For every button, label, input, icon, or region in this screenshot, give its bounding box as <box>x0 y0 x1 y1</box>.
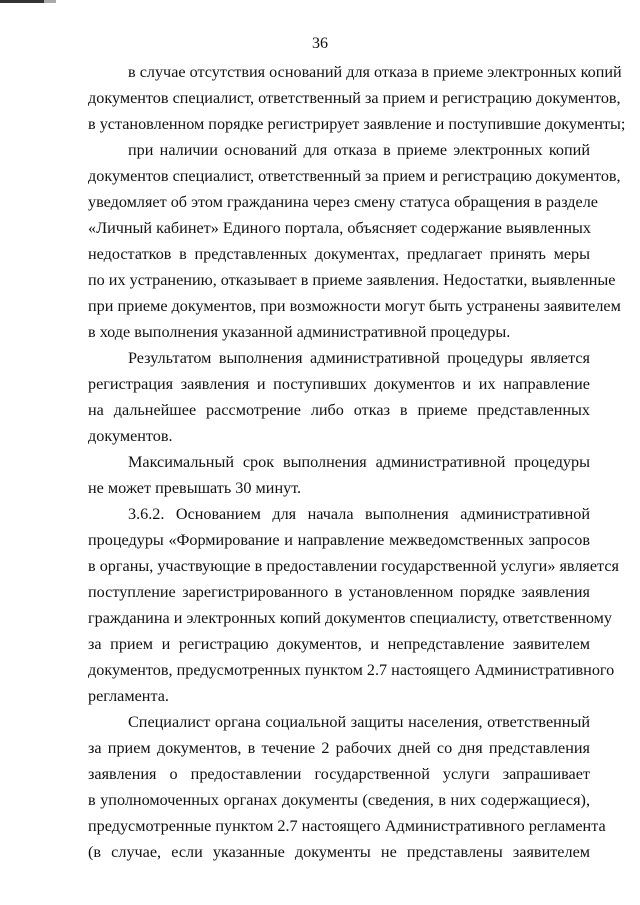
text-line: в уполномоченных органах документы (сведения, в них содержащиеся), <box>88 791 590 809</box>
text-line: при наличии оснований для отказа в приеме электронных копий <box>128 141 590 159</box>
text-line: не может превышать 30 минут. <box>88 479 302 497</box>
scan-edge-mark <box>0 0 44 3</box>
text-line: процедуры «Формирование и направление межведомственных запросов <box>88 531 590 549</box>
text-line: «Личный кабинет» Единого портала, объясняет содержание выявленных <box>88 219 591 237</box>
text-line: в установленном порядке регистрирует заявление и поступившие документы; <box>88 115 626 133</box>
text-line: 3.6.2. Основанием для начала выполнения административной <box>128 505 590 523</box>
text-line: за прием и регистрацию документов, и непредставление заявителем <box>88 635 590 653</box>
text-line: документов, предусмотренных пунктом 2.7 настоящего Административного <box>88 661 615 679</box>
text-line: на дальнейшее рассмотрение либо отказ в приеме представленных <box>88 401 590 419</box>
text-line: предусмотренные пунктом 2.7 настоящего Административного регламента <box>88 817 606 835</box>
text-line: документов специалист, ответственный за прием и регистрацию документов, <box>88 167 621 185</box>
text-line: гражданина и электронных копий документов специалисту, ответственному <box>88 609 613 627</box>
page-number: 36 <box>312 35 328 52</box>
text-line: Максимальный срок выполнения административной процедуры <box>128 453 590 471</box>
text-line: Специалист органа социальной защиты населения, ответственный <box>128 713 590 731</box>
scan-edge-mark <box>44 0 56 3</box>
text-line: в органы, участвующие в предоставлении государственной услуги» является <box>88 557 619 575</box>
text-line: в случае отсутствия оснований для отказа в приеме электронных копий <box>128 63 622 81</box>
text-line: документов. <box>88 427 173 445</box>
text-line: по их устранению, отказывает в приеме заявления. Недостатки, выявленные <box>88 271 616 289</box>
text-line: (в случае, если указанные документы не представлены заявителем <box>88 843 590 861</box>
text-line: документов специалист, ответственный за прием и регистрацию документов, <box>88 89 621 107</box>
text-line: регламента. <box>88 687 169 705</box>
text-line: Результатом выполнения административной процедуры является <box>128 349 590 367</box>
text-line: недостатков в представленных документах, предлагает принять меры <box>88 245 590 263</box>
text-line: в ходе выполнения указанной административной процедуры. <box>88 323 511 341</box>
text-line: заявления о предоставлении государственной услуги запрашивает <box>88 765 590 783</box>
text-line: уведомляет об этом гражданина через смену статуса обращения в разделе <box>88 193 598 211</box>
text-line: регистрация заявления и поступивших документов и их направление <box>88 375 590 393</box>
text-line: при приеме документов, при возможности могут быть устранены заявителем <box>88 297 621 315</box>
text-line: за прием документов, в течение 2 рабочих дней со дня представления <box>88 739 590 757</box>
text-line: поступление зарегистрированного в установленном порядке заявления <box>88 583 590 601</box>
